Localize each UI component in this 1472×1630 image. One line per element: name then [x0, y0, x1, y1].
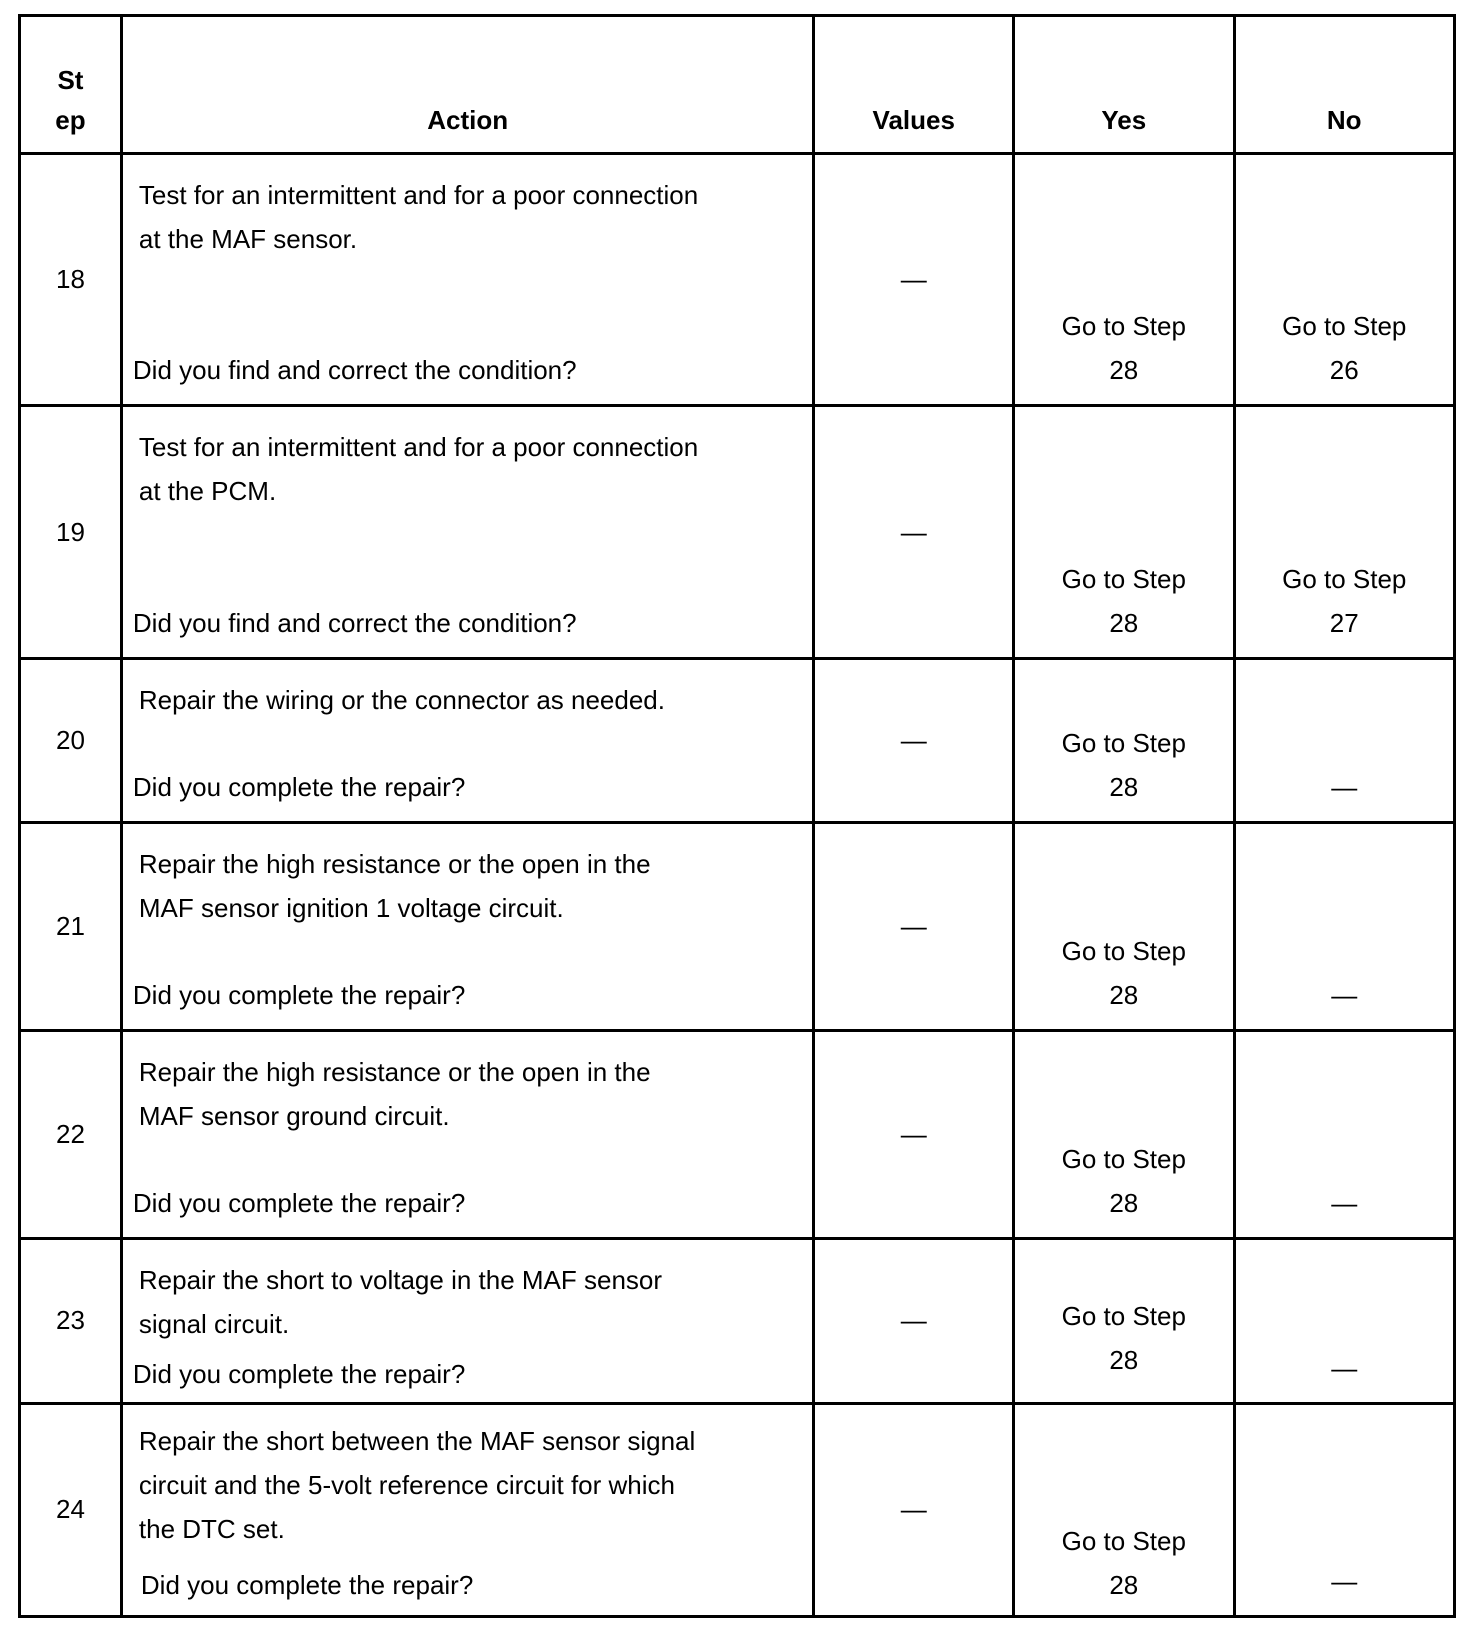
yes-cell: Go to Step 28 [1014, 823, 1234, 1031]
action-question: Did you complete the repair? [132, 1358, 466, 1389]
header-values: Values [814, 16, 1014, 154]
action-question: Did you complete the repair? [140, 1570, 474, 1600]
yes-cell: Go to Step 28 [1014, 658, 1234, 822]
table-row [20, 406, 1455, 658]
step-number: 20 [20, 658, 122, 822]
action-text: Repair the short to voltage in the MAF sensor signal circuit. [138, 1264, 663, 1339]
action-question: Did you complete the repair? [132, 1187, 466, 1218]
step-number: 22 [20, 1030, 122, 1238]
table-row [20, 823, 1455, 1031]
value-cell: — [814, 406, 1014, 658]
step-number: 18 [20, 154, 122, 406]
no-value-dash: — [1331, 1352, 1358, 1383]
no-cell [1234, 1403, 1455, 1616]
table-row [20, 1238, 1455, 1403]
action-cell [121, 1030, 814, 1238]
action-question: Did you complete the repair? [132, 979, 466, 1010]
yes-cell: Go to Step 28 [1014, 1030, 1234, 1238]
action-question: Did you find and correct the condition? [132, 355, 577, 386]
action-text: Repair the wiring or the connector as needed. [138, 684, 665, 715]
header-step: St ep [20, 16, 122, 154]
yes-cell: Go to Step 28 [1014, 1403, 1234, 1616]
no-cell [1234, 658, 1455, 822]
action-cell [121, 1238, 814, 1403]
action-cell [121, 154, 814, 406]
action-text: Test for an intermittent and for a poor connection at the PCM. [138, 432, 699, 507]
header-yes: Yes [1014, 16, 1234, 154]
action-text: Repair the short between the MAF sensor signal circuit and the 5-volt reference circuit for which the DTC set. [138, 1425, 696, 1544]
no-value-dash: — [1331, 772, 1358, 803]
no-value-dash: — [1331, 1566, 1358, 1596]
step-number: 23 [20, 1238, 122, 1403]
no-cell [1234, 1238, 1455, 1403]
table-row [20, 658, 1455, 822]
action-cell [121, 1403, 814, 1616]
no-value-dash: — [1331, 979, 1358, 1010]
no-cell: Go to Step 27 [1234, 406, 1455, 658]
yes-cell: Go to Step 28 [1014, 406, 1234, 658]
step-number: 24 [20, 1403, 122, 1616]
value-cell: — [814, 1238, 1014, 1403]
no-value-dash: — [1331, 1187, 1358, 1218]
value-cell: — [814, 1030, 1014, 1238]
value-cell: — [814, 823, 1014, 1031]
diagnostic-steps-table [18, 14, 1456, 1618]
action-cell [121, 406, 814, 658]
no-cell: Go to Step 26 [1234, 154, 1455, 406]
step-number: 21 [20, 823, 122, 1031]
value-cell: — [814, 1403, 1014, 1616]
action-question: Did you complete the repair? [132, 772, 466, 803]
action-question: Did you find and correct the condition? [132, 607, 577, 638]
action-text: Repair the high resistance or the open in the MAF sensor ignition 1 voltage circuit. [138, 849, 651, 924]
no-cell [1234, 1030, 1455, 1238]
action-cell [121, 658, 814, 822]
value-cell: — [814, 154, 1014, 406]
step-number: 19 [20, 406, 122, 658]
header-action: Action [121, 16, 814, 154]
header-row [20, 16, 1455, 154]
action-text: Test for an intermittent and for a poor connection at the MAF sensor. [138, 180, 699, 254]
table-row [20, 154, 1455, 406]
yes-cell: Go to Step 28 [1014, 1238, 1234, 1403]
action-text: Repair the high resistance or the open in the MAF sensor ground circuit. [138, 1056, 651, 1131]
yes-cell: Go to Step 28 [1014, 154, 1234, 406]
action-cell [121, 823, 814, 1031]
value-cell: — [814, 658, 1014, 822]
table-row [20, 1030, 1455, 1238]
header-no: No [1234, 16, 1455, 154]
table-row [20, 1403, 1455, 1616]
no-cell [1234, 823, 1455, 1031]
